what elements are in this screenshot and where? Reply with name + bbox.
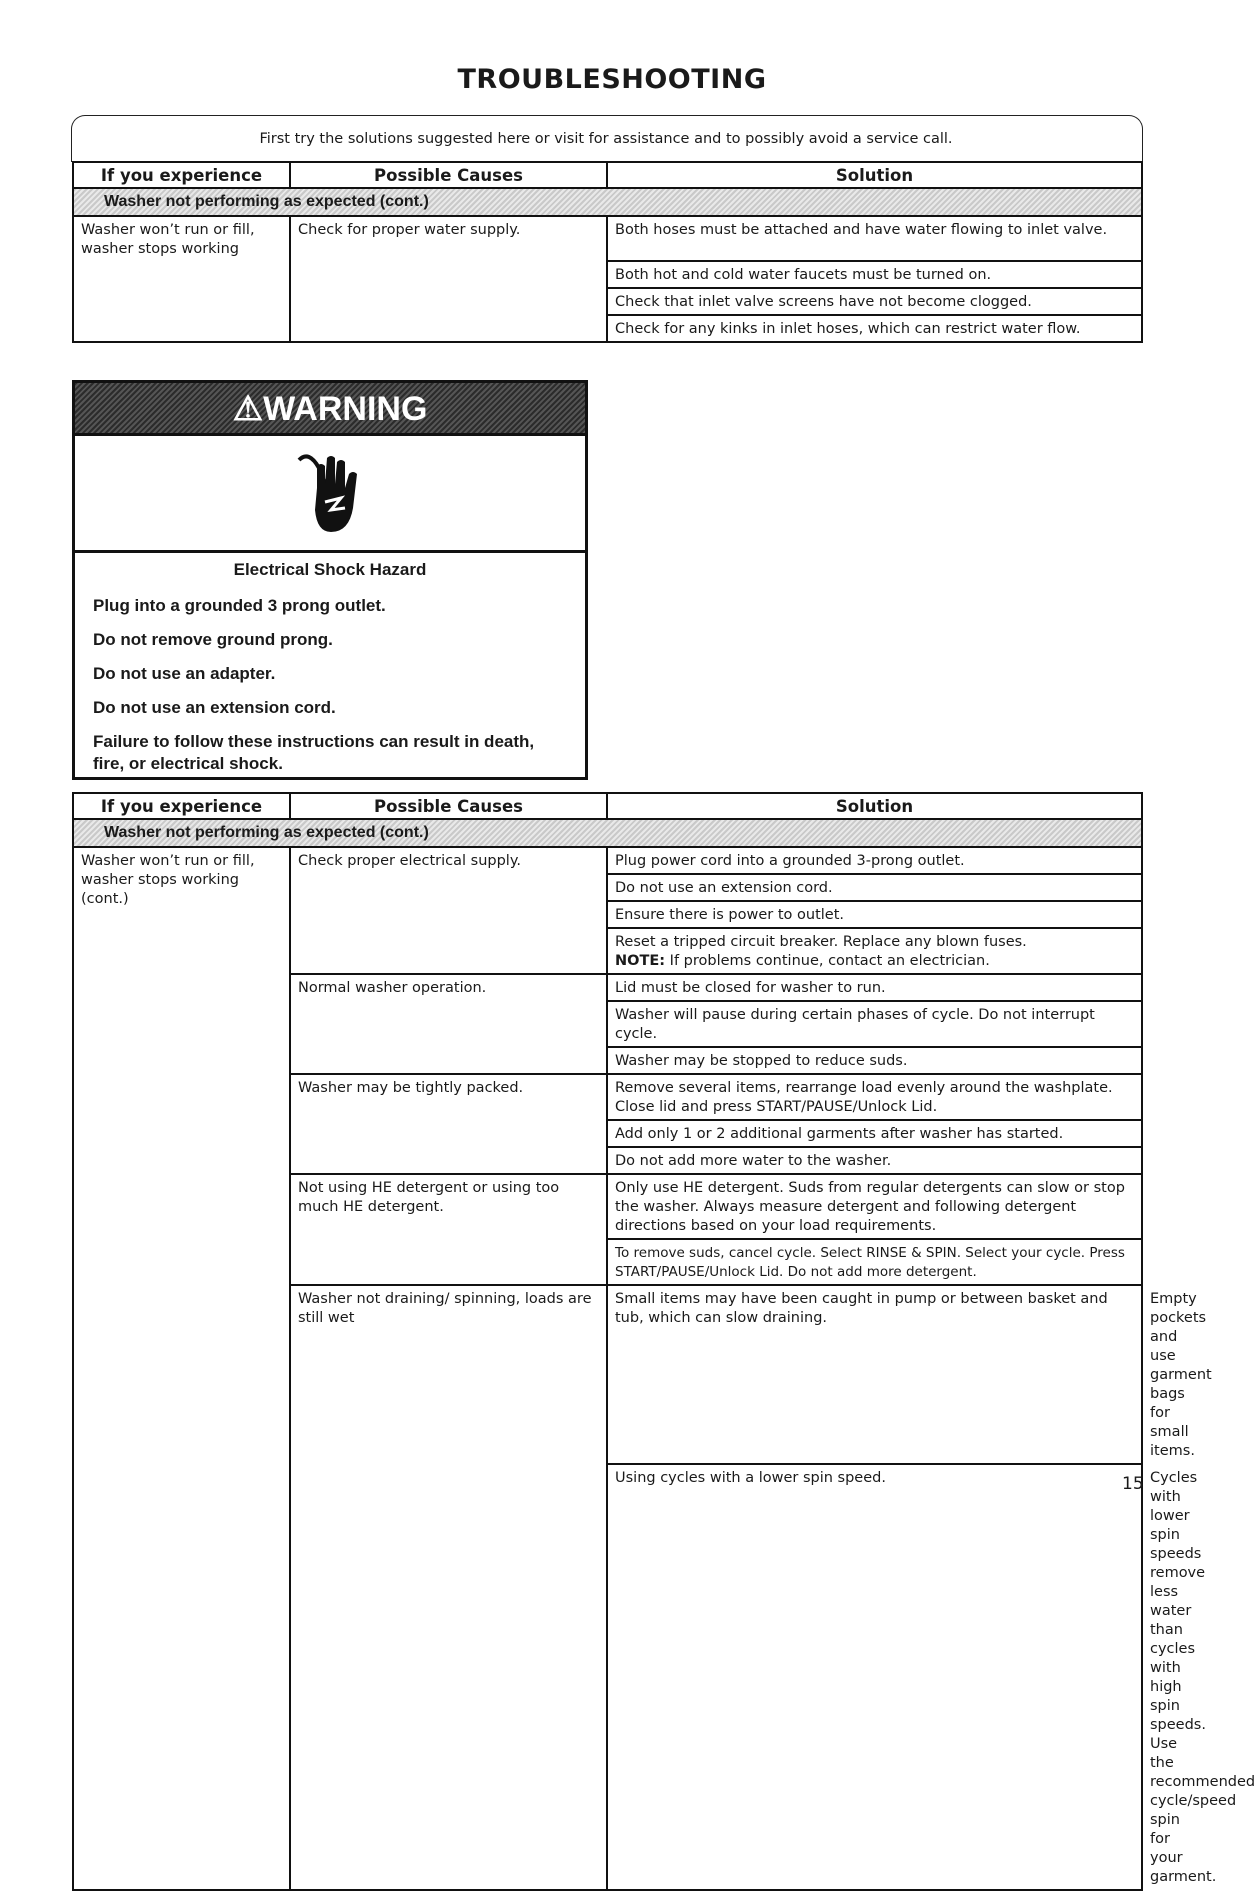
table-row: [73, 847, 1142, 874]
header-causes: Possible Causes: [290, 793, 607, 819]
experience-cell: Washer not draining/ spinning, loads are still wet: [290, 1285, 607, 1890]
solution-cell: Washer may be stopped to reduce suds.: [607, 1047, 1142, 1074]
cause-cell: Normal washer operation.: [290, 974, 607, 1074]
warning-line: Failure to follow these instructions can result in death, fire, or electrical shock.: [93, 732, 535, 773]
solution-cell: Washer will pause during certain phases of cycle. Do not interrupt cycle.: [607, 1001, 1142, 1047]
warning-triangle-icon: ⚠: [232, 390, 264, 428]
troubleshooting-table-2: [72, 792, 1255, 1891]
table-row: Washer not draining/ spinning, loads are still wet Small items may have been caught in pump or between basket and tub, which can slow draining. Empty pockets and use garment bags for small items.: [73, 1285, 1142, 1464]
cause-cell: Check for proper water supply.: [290, 216, 607, 261]
shock-icon-box: [75, 433, 585, 553]
intro-text: First try the solutions suggested here or visit for assistance and to possibly avoid a service call.: [259, 131, 953, 147]
cause-cell: Check proper electrical supply.: [290, 847, 607, 974]
hazard-title: Electrical Shock Hazard: [233, 560, 427, 579]
header-solution: Solution: [607, 793, 1142, 819]
section-row: Washer not performing as expected (cont.): [73, 188, 1142, 216]
solution-cell: To remove suds, cancel cycle. Select RINSE & SPIN. Select your cycle. Press START/PAUSE/Unlock Lid. Do not add more detergent.: [607, 1239, 1142, 1285]
table-row: [73, 216, 1142, 261]
electrical-shock-hand-icon: [295, 448, 365, 538]
experience-cell: Washer won’t run or fill, washer stops working: [73, 216, 290, 261]
troubleshooting-table-1: [72, 161, 1143, 343]
page-title: TROUBLESHOOTING: [457, 64, 767, 95]
solution-cell: Reset a tripped circuit breaker. Replace any blown fuses. NOTE: If problems continue, contact an electrician.: [607, 928, 1142, 974]
solution-cell: Do not add more water to the washer.: [607, 1147, 1142, 1174]
solution-cell: Plug power cord into a grounded 3-prong outlet.: [607, 847, 1142, 874]
solution-cell: Check for any kinks in inlet hoses, which can restrict water flow.: [607, 315, 1142, 342]
cause-cell: Not using HE detergent or using too much HE detergent.: [290, 1174, 607, 1285]
warning-box: [72, 380, 588, 780]
warning-line: Do not use an adapter.: [93, 664, 276, 683]
warning-header: ⚠WARNING: [75, 383, 585, 433]
cause-cell: Small items may have been caught in pump or between basket and tub, which can slow draining.: [607, 1285, 1142, 1464]
table-header-row: [73, 793, 1142, 819]
cause-cell: Washer may be tightly packed.: [290, 1074, 607, 1174]
solution-cell: Both hot and cold water faucets must be turned on.: [607, 261, 1142, 288]
header-experience: If you experience: [73, 793, 290, 819]
header-experience: If you experience: [73, 162, 290, 188]
solution-cell: Do not use an extension cord.: [607, 874, 1142, 901]
solution-cell: Only use HE detergent. Suds from regular detergents can slow or stop the washer. Always measure detergent and following detergent directions based on your load requirements.: [607, 1174, 1142, 1239]
solution-cell: Both hoses must be attached and have water flowing to inlet valve.: [607, 216, 1142, 261]
warning-line: Do not use an extension cord.: [93, 698, 336, 717]
solution-cell: Add only 1 or 2 additional garments after washer has started.: [607, 1120, 1142, 1147]
solution-cell: Lid must be closed for washer to run.: [607, 974, 1142, 1001]
section-row: Washer not performing as expected (cont.): [73, 819, 1142, 847]
experience-cell: Washer won’t run or fill, washer stops working (cont.): [73, 847, 290, 1890]
header-solution: Solution: [607, 162, 1142, 188]
warning-line: Do not remove ground prong.: [93, 630, 333, 649]
page-number: 15: [1122, 1474, 1144, 1494]
table-header-row: [73, 162, 1142, 188]
solution-cell: Remove several items, rearrange load evenly around the washplate. Close lid and press START/PAUSE/Unlock Lid.: [607, 1074, 1142, 1120]
cause-cell: Using cycles with a lower spin speed.: [607, 1464, 1142, 1890]
solution-cell: Ensure there is power to outlet.: [607, 901, 1142, 928]
table-row: Using cycles with a lower spin speed. Cycles with lower spin speeds remove less water than cycles with high spin speeds. Use the recommended cycle/speed spin for your garment.: [73, 1464, 1142, 1890]
header-causes: Possible Causes: [290, 162, 607, 188]
warning-line: Plug into a grounded 3 prong outlet.: [93, 596, 386, 615]
note-label: NOTE:: [615, 953, 666, 969]
solution-cell: Check that inlet valve screens have not become clogged.: [607, 288, 1142, 315]
